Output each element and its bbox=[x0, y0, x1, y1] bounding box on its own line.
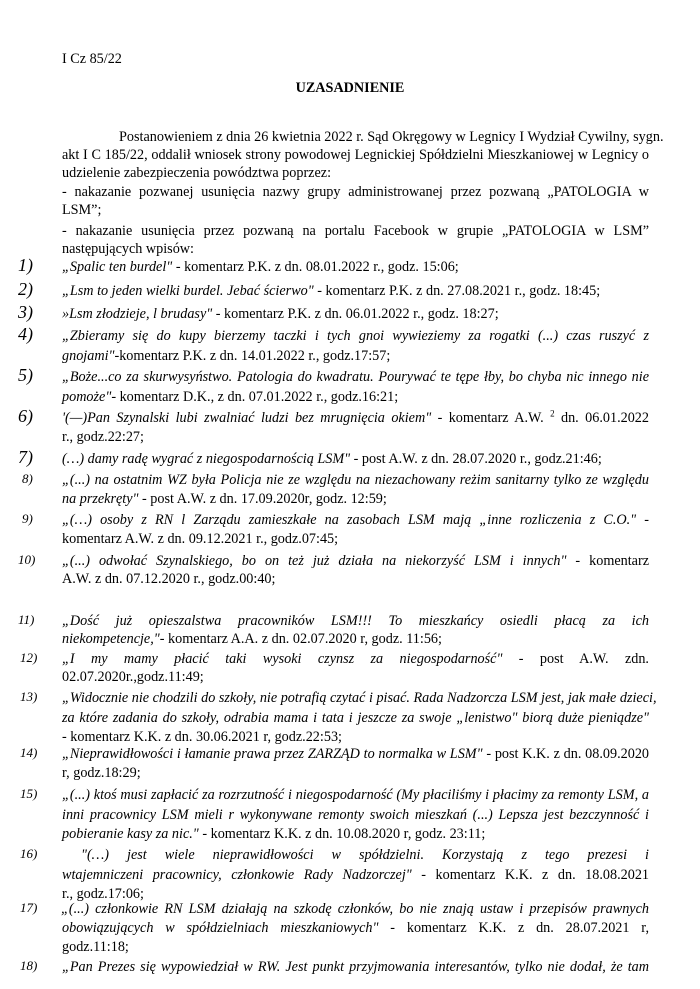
entry-number: 13) bbox=[20, 689, 38, 704]
entry-line bbox=[62, 689, 657, 707]
quoted-comment: „I my mamy płacić taki wysoki czynsz za niegospodarność" bbox=[62, 651, 503, 667]
comment-source: r., godz.17:06; bbox=[62, 886, 144, 902]
comment-source: - komentarz K.K. z dn. 30.06.2021 r, godz.22:53; bbox=[62, 729, 342, 745]
entry-line bbox=[62, 530, 338, 548]
entry-number: 6) bbox=[18, 406, 33, 426]
entry-number: 18) bbox=[20, 958, 38, 973]
entry-number: 2) bbox=[18, 279, 33, 299]
entry-line bbox=[62, 471, 649, 489]
quoted-comment: „(...) ktoś musi zapłacić za rozrzutność i niegospodarność (My płaciliśmy i płacimy za remonty LSM, a bbox=[62, 787, 649, 803]
entry-line bbox=[62, 630, 442, 648]
heading: UZASADNIENIE bbox=[295, 80, 405, 96]
quoted-comment: (…) damy radę wygrać z niegospodarnością LSM" bbox=[62, 451, 351, 467]
comment-source: - komentarz K.K. z dn. 28.07.2021 r, bbox=[378, 920, 650, 936]
quoted-comment: „(...) na ostatnim WZ była Policja nie ze względu na niezachowany reżim sanitarny tylko ze względu bbox=[62, 472, 649, 488]
entry-line bbox=[62, 327, 649, 345]
entry-line bbox=[62, 745, 649, 763]
comment-source: - post K.K. z dn. 08.09.2020 bbox=[482, 746, 650, 762]
quoted-comment: „Boże...co za skurwysyństwo. Patologia do kwadratu. Pourywać te tępe łby, bo chyba nic innego nie bbox=[62, 369, 649, 385]
entry-line bbox=[62, 786, 649, 804]
entry-line bbox=[62, 709, 649, 727]
entry-number: 3) bbox=[18, 302, 33, 322]
quoted-comment: na przekręty" bbox=[62, 491, 139, 507]
comment-source: - komentarz K.K. z dn. 18.08.2021 bbox=[411, 867, 649, 883]
intro-line: następujących wpisów: bbox=[62, 241, 194, 257]
entry-line bbox=[62, 866, 649, 884]
entry-line bbox=[62, 428, 144, 446]
comment-source: - komentarz P.K. z dn. 27.08.2021 r., godz. 18:45; bbox=[313, 283, 601, 299]
entry-line bbox=[62, 919, 649, 937]
quoted-comment: gnojami" bbox=[62, 348, 115, 364]
comment-source: r, godz.18:29; bbox=[62, 765, 141, 781]
entry-line bbox=[62, 347, 390, 365]
entry-line bbox=[62, 511, 649, 529]
entry-line bbox=[62, 409, 649, 427]
entry-number: 11) bbox=[18, 612, 35, 627]
entry-number: 7) bbox=[18, 447, 33, 467]
quoted-comment: „Widocznie nie chodzili do szkoły, nie potrafią czytać i pisać. Rada Nadzorcza LSM jest, jak małe dzieci, bbox=[62, 690, 657, 706]
comment-source: - post A.W. z dn. 17.09.2020r, godz. 12:59; bbox=[138, 491, 387, 507]
entry-number: 1) bbox=[18, 255, 33, 275]
comment-source: - komentarz P.K. z dn. 08.01.2022 r., godz. 15:06; bbox=[172, 259, 459, 275]
entry-line bbox=[62, 552, 649, 570]
quoted-comment: „Dość już opieszalstwa pracowników LSM!!! To mieszkańcy osiedli płacą za ich bbox=[62, 613, 649, 629]
quoted-comment: pobieranie kasy za nic." bbox=[62, 826, 199, 842]
entry-number: 17) bbox=[20, 900, 38, 915]
quoted-comment: niekompetencje," bbox=[62, 631, 160, 647]
entry-line bbox=[62, 368, 649, 386]
quoted-comment: „Pan Prezes się wypowiedział w RW. Jest punkt przyjmowania interesantów, tylko nie dodał, że tam bbox=[62, 959, 649, 975]
comment-source: - komentarz A.W. bbox=[431, 410, 551, 426]
entry-number: 5) bbox=[18, 365, 33, 385]
entry-line bbox=[62, 958, 649, 976]
entry-line bbox=[62, 764, 141, 782]
entry-line bbox=[62, 650, 649, 668]
quoted-comment: »Lsm złodzieje, l brudasy" bbox=[62, 306, 213, 322]
comment-source: komentarz A.W. z dn. 09.12.2021 r., godz.07:45; bbox=[62, 531, 339, 547]
comment-source: - komentarz A.A. z dn. 02.07.2020 r, godz. 11:56; bbox=[159, 631, 442, 647]
comment-source: - komentarz K.K. z dn. 10.08.2020 r, godz. 23:11; bbox=[198, 826, 486, 842]
quoted-comment: „Zbieramy się do kupy bierzemy taczki i tych gnoi wywieziemy za rogatki (...) czas ruszyć z bbox=[62, 328, 649, 344]
entry-line bbox=[62, 450, 602, 468]
entry-line bbox=[61, 900, 649, 918]
comment-source: godz.11:18; bbox=[62, 939, 129, 955]
intro-line: Postanowieniem z dnia 26 kwietnia 2022 r. Sąd Okręgowy w Legnicy I Wydział Cywilny, sygn. bbox=[119, 129, 664, 145]
comment-source: - post A.W. z dn. 28.07.2020 r., godz.21:46; bbox=[350, 451, 602, 467]
comment-source: r., godz.22:27; bbox=[62, 429, 144, 445]
comment-source: - komentarz D.K., z dn. 07.01.2022 r., godz.16:21; bbox=[111, 389, 399, 405]
entry-line bbox=[62, 668, 204, 686]
quoted-comment: „(…) osoby z RN l Zarządu zamieszkałe na zasobach LSM mają „inne rozliczenia z C.O." bbox=[62, 512, 637, 528]
footnote-marker: 2 bbox=[550, 408, 555, 419]
entry-number: 4) bbox=[18, 324, 33, 344]
entry-line bbox=[62, 490, 387, 508]
entry-number: 16) bbox=[20, 846, 38, 861]
comment-source: - bbox=[636, 512, 650, 528]
entry-number: 10) bbox=[18, 552, 36, 567]
entry-number: 12) bbox=[20, 650, 38, 665]
comment-source: -komentarz P.K. z dn. 14.01.2022 r., godz.17:57; bbox=[114, 348, 391, 364]
quoted-comment: obowiązujących w spółdzielniach mieszkaniowych" bbox=[62, 920, 379, 936]
intro-line: - nakazanie usunięcia przez pozwaną na portalu Facebook w grupie „PATOLOGIA w LSM” bbox=[62, 223, 649, 239]
intro-line: - nakazanie pozwanej usunięcia nazwy grupy administrowanej przez pozwaną „PATOLOGIA w bbox=[62, 184, 649, 200]
entry-line bbox=[62, 825, 485, 843]
entry-number: 8) bbox=[22, 471, 33, 486]
entry-line bbox=[62, 258, 459, 276]
entry-number: 15) bbox=[20, 786, 38, 801]
comment-source: - komentarz P.K. z dn. 06.01.2022 r., godz. 18:27; bbox=[212, 306, 499, 322]
comment-date: dn. 06.01.2022 bbox=[554, 410, 649, 426]
entry-line bbox=[62, 806, 649, 824]
intro-line: akt I C 185/22, oddalił wniosek strony powodowej Legnickiej Spółdzielni Mieszkaniowej w Legnicy o bbox=[62, 147, 649, 163]
quoted-comment: „(...) członkowie RN LSM działają na szkodę członków, bo nie znają ustaw i przepisów prawnych bbox=[61, 901, 649, 917]
entry-line bbox=[62, 728, 342, 746]
quoted-comment: "(…) jest wiele nieprawidłowości w spółdzielni. Korzystają z tego prezesi i bbox=[81, 847, 649, 863]
quoted-comment: „(...) odwołać Szynalskiego, bo on też już działa na niekorzyść LSM i innych" bbox=[62, 553, 567, 569]
entry-line bbox=[62, 388, 398, 406]
entry-line bbox=[62, 282, 600, 300]
entry-line bbox=[62, 612, 649, 630]
intro-line: udzielenie zabezpieczenia powództwa poprzez: bbox=[62, 165, 332, 181]
quoted-comment: wtajemniczeni pracownicy, członkowie Rady Nadzorczej" bbox=[62, 867, 412, 883]
quoted-comment: pomoże" bbox=[62, 389, 112, 405]
entry-number: 9) bbox=[22, 511, 33, 526]
quoted-comment: „Lsm to jeden wielki burdel. Jebać ścierwo" bbox=[62, 283, 314, 299]
quoted-comment: inni pracownicy LSM mieli r wykonywane remonty swoich mieszkań (...) Lepsza jest bezczynność i bbox=[62, 807, 649, 823]
entry-number: 14) bbox=[20, 745, 38, 760]
case-number: I Cz 85/22 bbox=[62, 51, 122, 67]
entry-line bbox=[62, 570, 275, 588]
entry-line bbox=[81, 846, 649, 864]
comment-source: A.W. z dn. 07.12.2020 r., godz.00:40; bbox=[62, 571, 276, 587]
entry-line bbox=[62, 938, 129, 956]
quoted-comment: „Spalic ten burdel" bbox=[62, 259, 173, 275]
entry-line bbox=[62, 305, 499, 323]
comment-source: - post A.W. zdn. bbox=[502, 651, 649, 667]
quoted-comment: „Nieprawidłowości i łamanie prawa przez ZARZĄD to normalka w LSM" bbox=[62, 746, 483, 762]
comment-source: - komentarz bbox=[566, 553, 650, 569]
quoted-comment: za które zadania do szkoły, odrabia mama i tata i jeszcze za swoje „lenistwo" biorą duże pieniądze" bbox=[62, 710, 649, 726]
comment-source: 02.07.2020r.,godz.11:49; bbox=[62, 669, 204, 685]
intro-line: LSM”; bbox=[62, 202, 102, 218]
quoted-comment: '(—)Pan Szynalski lubi zwalniać ludzi bez mrugnięcia okiem" bbox=[62, 410, 432, 426]
